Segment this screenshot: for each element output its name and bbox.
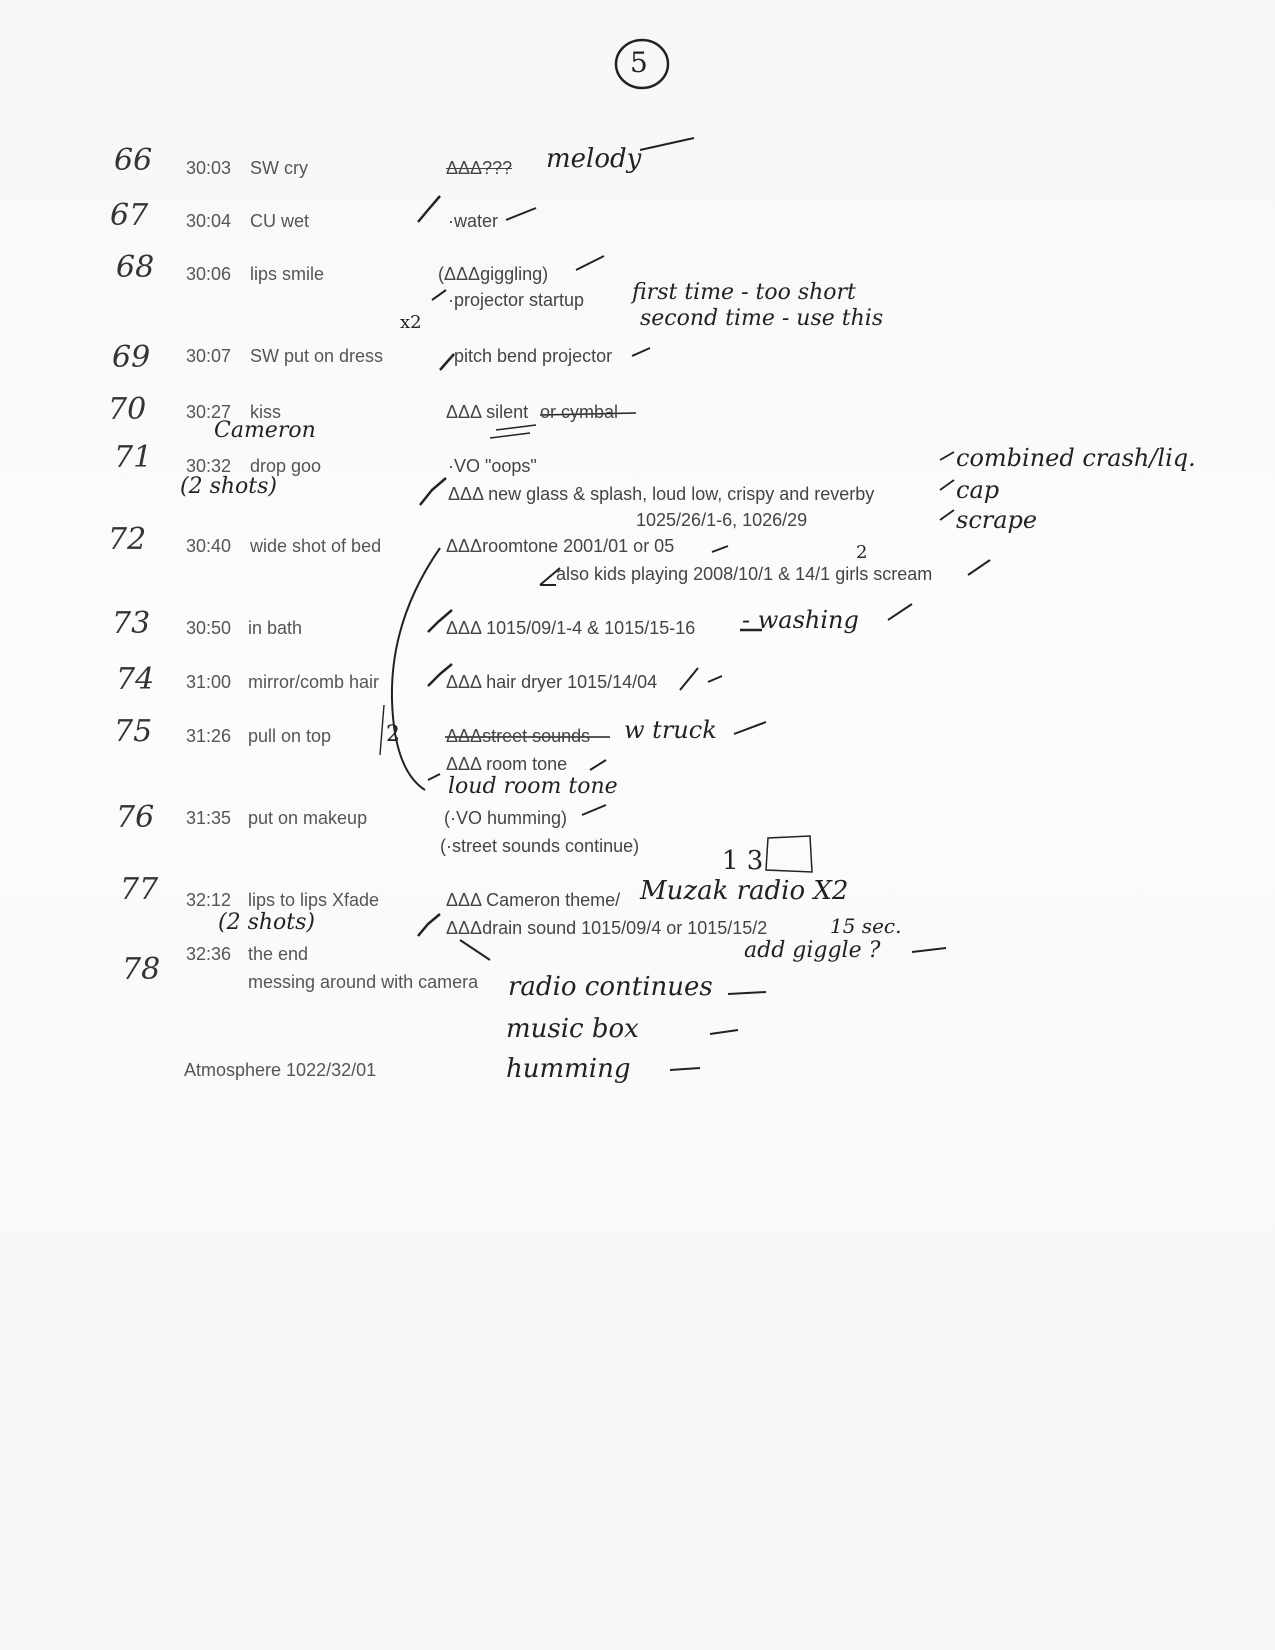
sound-cue: ·projector startup xyxy=(448,290,585,310)
handwritten-note: Muzak radio X2 xyxy=(640,876,849,906)
sound-cue: ΔΔΔdrain sound 1015/09/4 or 1015/15/2 xyxy=(446,918,768,938)
handwritten-note: loud room tone xyxy=(448,774,618,799)
handwritten-note: (2 shots) xyxy=(218,910,315,935)
handwritten-mark: x2 xyxy=(400,312,422,333)
sound-cue: ΔΔΔ hair dryer 1015/14/04 xyxy=(446,672,658,692)
sound-cue: ΔΔΔ 1015/09/1-4 & 1015/15-16 xyxy=(446,618,696,638)
handwritten-mark: 2 xyxy=(856,542,868,563)
handwritten-note: - washing xyxy=(742,606,859,634)
handwritten-note: music box xyxy=(506,1014,639,1044)
handwritten-note: combined crash/liq. xyxy=(956,444,1196,472)
timecode: 32:12 xyxy=(186,890,232,910)
atmosphere-note: Atmosphere 1022/32/01 xyxy=(184,1060,377,1080)
shot-description: the end xyxy=(248,944,309,964)
shot-description: SW put on dress xyxy=(250,346,384,366)
cue-number: 70 xyxy=(108,392,147,427)
cue-number: 74 xyxy=(116,662,155,697)
shot-description: SW cry xyxy=(250,158,308,178)
cue-number: 77 xyxy=(120,872,159,907)
sound-cue: 1025/26/1-6, 1026/29 xyxy=(636,510,808,530)
shot-description: lips to lips Xfade xyxy=(248,890,380,910)
timecode: 30:27 xyxy=(186,402,232,422)
page-number: 5 xyxy=(630,46,648,79)
timecode: 30:03 xyxy=(186,158,232,178)
shot-description: mirror/comb hair xyxy=(248,672,380,692)
handwritten-mark: 2 xyxy=(386,722,400,747)
handwritten-note: Cameron xyxy=(214,418,316,443)
shot-description: lips smile xyxy=(250,264,325,284)
cue-number: 75 xyxy=(114,714,153,749)
timecode: 30:07 xyxy=(186,346,232,366)
shot-description: messing around with camera xyxy=(248,972,479,992)
timecode: 30:40 xyxy=(186,536,232,556)
cue-number: 71 xyxy=(114,440,153,475)
shot-description: put on makeup xyxy=(248,808,368,828)
cue-number: 67 xyxy=(110,198,149,233)
handwritten-note: add giggle ? xyxy=(744,938,881,963)
shot-description: in bath xyxy=(248,618,303,638)
sound-cue: ·pitch bend projector xyxy=(448,346,613,366)
timecode: 30:50 xyxy=(186,618,232,638)
sound-cue: ΔΔΔ silent xyxy=(446,402,529,422)
shot-description: CU wet xyxy=(250,211,310,231)
sound-cue: (·VO humming) xyxy=(444,808,568,828)
cue-number: 76 xyxy=(116,800,155,835)
sound-cue-struck: or cymbal xyxy=(540,402,619,422)
handwritten-mark: 1 3 xyxy=(722,846,764,876)
timecode: 32:36 xyxy=(186,944,232,964)
sound-cue: (ΔΔΔgiggling) xyxy=(438,264,549,284)
handwritten-note: humming xyxy=(506,1054,631,1084)
cue-number: 68 xyxy=(116,250,155,285)
sound-cue-struck: ΔΔΔstreet sounds xyxy=(446,726,591,746)
timecode: 30:06 xyxy=(186,264,232,284)
cue-number: 66 xyxy=(114,143,153,178)
handwritten-note: first time - too short xyxy=(632,280,856,305)
sound-cue: ΔΔΔroomtone 2001/01 or 05 xyxy=(446,536,675,556)
cue-number: 73 xyxy=(112,606,151,641)
timecode: 31:35 xyxy=(186,808,232,828)
sound-cue: (·street sounds continue) xyxy=(440,836,640,856)
cue-number: 72 xyxy=(108,522,147,557)
sound-cue: ΔΔΔ room tone xyxy=(446,754,568,774)
handwritten-note: melody xyxy=(546,144,642,174)
timecode: 30:04 xyxy=(186,211,232,231)
shot-description: kiss xyxy=(250,402,281,422)
handwritten-note: 15 sec. xyxy=(830,914,902,938)
sound-cue: ΔΔΔ new glass & splash, loud low, crispy and reverby xyxy=(448,484,875,504)
timecode: 31:00 xyxy=(186,672,232,692)
shot-description: pull on top xyxy=(248,726,332,746)
sound-cue: ·VO "oops" xyxy=(448,456,537,476)
cue-number: 78 xyxy=(122,952,161,987)
sound-cue: ΔΔΔ Cameron theme/ xyxy=(446,890,621,910)
sound-cue: also kids playing 2008/10/1 & 14/1 girls scream xyxy=(556,564,933,584)
handwritten-note: w truck xyxy=(624,716,717,744)
handwritten-note: radio continues xyxy=(508,972,713,1002)
shot-description: wide shot of bed xyxy=(250,536,382,556)
handwritten-note: scrape xyxy=(956,506,1038,534)
sound-cue: ΔΔΔ??? xyxy=(446,158,513,178)
shot-description: drop goo xyxy=(250,456,322,476)
timecode: 31:26 xyxy=(186,726,232,746)
sound-cue: ·water xyxy=(448,211,499,231)
handwritten-note: (2 shots) xyxy=(180,474,277,499)
handwritten-note: cap xyxy=(956,476,1000,504)
cue-number: 69 xyxy=(112,340,151,375)
timecode: 30:32 xyxy=(186,456,232,476)
handwritten-note: second time - use this xyxy=(640,306,884,331)
